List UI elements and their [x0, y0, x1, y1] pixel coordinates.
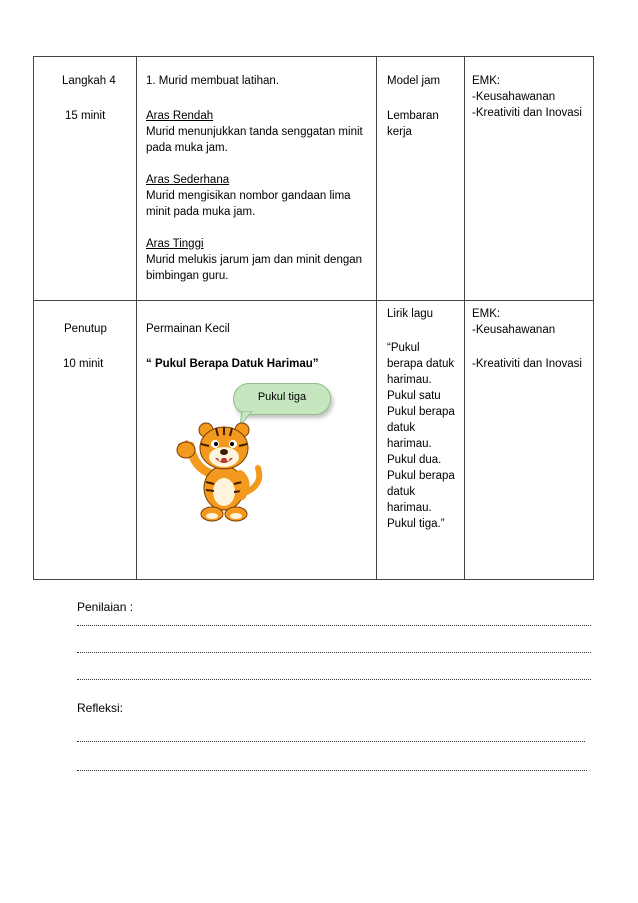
- row1-time: 15 minit: [65, 110, 106, 122]
- table-row-divider: [33, 300, 594, 301]
- assessment-line-1[interactable]: [77, 625, 591, 626]
- lyric-line-12: Pukul tiga.”: [387, 518, 445, 530]
- table-border-left: [33, 56, 34, 580]
- table-col-divider-2: [376, 56, 377, 580]
- level-mid-title: Aras Sederhana: [146, 174, 230, 186]
- lyric-line-5: Pukul berapa: [387, 406, 455, 418]
- table-border-bottom: [33, 579, 594, 580]
- level-high-title: Aras Tinggi: [146, 238, 204, 250]
- table-border-top: [33, 56, 594, 57]
- assessment-label: Penilaian :: [77, 600, 134, 614]
- reflection-label: Refleksi:: [77, 701, 124, 715]
- reflection-line-2[interactable]: [77, 770, 587, 771]
- lyric-line-3: harimau.: [387, 374, 432, 386]
- level-high-line1: Murid melukis jarum jam dan minit dengan: [146, 254, 363, 266]
- row2-emk-title: EMK:: [472, 308, 501, 320]
- row1-emk-2: -Kreativiti dan Inovasi: [472, 107, 582, 119]
- assessment-line-3[interactable]: [77, 679, 591, 680]
- level-low-line1: Murid menunjukkan tanda senggatan minit: [146, 126, 363, 138]
- row1-emk-1: -Keusahawanan: [472, 91, 556, 103]
- row1-activity: 1. Murid membuat latihan.: [146, 75, 279, 87]
- lyric-line-11: harimau.: [387, 502, 432, 514]
- table-col-divider-3: [464, 56, 465, 580]
- row1-resource-1: Model jam: [387, 75, 441, 87]
- lyric-line-7: harimau.: [387, 438, 432, 450]
- table-border-right: [593, 56, 594, 580]
- lyric-line-1: “Pukul: [387, 342, 420, 354]
- lyric-line-8: Pukul dua.: [387, 454, 442, 466]
- tiger-mascot-icon: [172, 416, 268, 522]
- row2-emk-1: -Keusahawanan: [472, 324, 556, 336]
- row1-emk-title: EMK:: [472, 75, 501, 87]
- lyric-line-4: Pukul satu: [387, 390, 441, 402]
- speech-bubble-text: Pukul tiga: [257, 391, 307, 403]
- song-title: “ Pukul Berapa Datuk Harimau”: [146, 358, 319, 370]
- lyric-line-9: Pukul berapa: [387, 470, 455, 482]
- row2-emk-2: -Kreativiti dan Inovasi: [472, 358, 582, 370]
- lyric-line-10: datuk: [387, 486, 416, 498]
- reflection-line-1[interactable]: [77, 741, 585, 742]
- row2-resource-title: Lirik lagu: [387, 308, 434, 320]
- level-mid-line1: Murid mengisikan nombor gandaan lima: [146, 190, 351, 202]
- row2-activity: Permainan Kecil: [146, 323, 230, 335]
- row1-resource-2: Lembaran: [387, 110, 439, 122]
- row2-time: 10 minit: [63, 358, 104, 370]
- lyric-line-6: datuk: [387, 422, 416, 434]
- assessment-line-2[interactable]: [77, 652, 591, 653]
- lyric-line-2: berapa datuk: [387, 358, 455, 370]
- row2-step: Penutup: [64, 323, 107, 335]
- level-low-title: Aras Rendah: [146, 110, 214, 122]
- level-mid-line2: minit pada muka jam.: [146, 206, 256, 218]
- row1-resource-3: kerja: [387, 126, 412, 138]
- table-col-divider-1: [136, 56, 137, 580]
- level-low-line2: pada muka jam.: [146, 142, 228, 154]
- level-high-line2: bimbingan guru.: [146, 270, 229, 282]
- row1-step: Langkah 4: [62, 75, 116, 87]
